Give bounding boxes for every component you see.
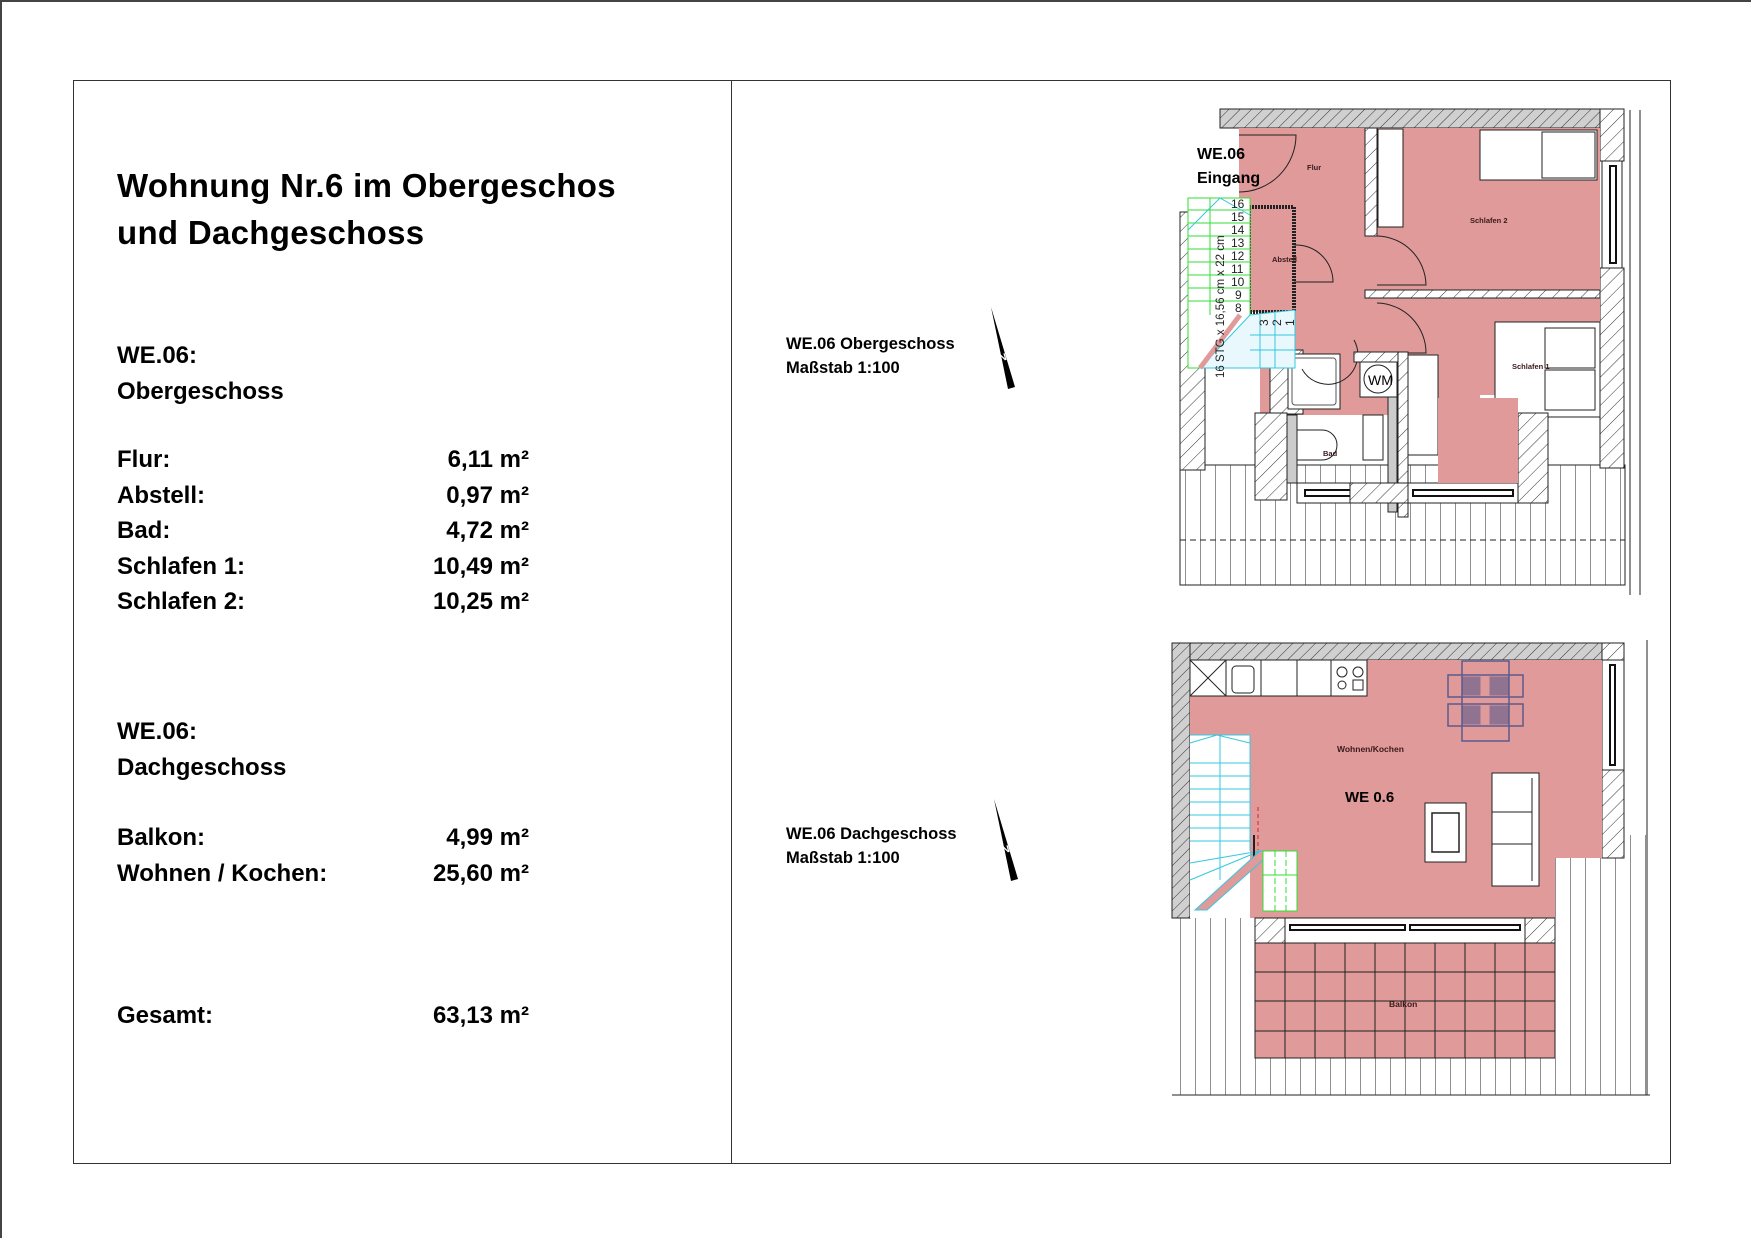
- dg-floor-label: Dachgeschoss: [117, 754, 287, 781]
- area-row-schlafen1: [117, 549, 529, 585]
- room-area: 4,99 m²: [446, 824, 529, 851]
- dg-unit-label: WE.06:: [117, 718, 198, 745]
- area-row-balkon: [117, 820, 529, 856]
- frame-divider: [731, 80, 732, 1164]
- area-row-gesamt: [117, 998, 529, 1034]
- north-label: N: [998, 351, 1008, 365]
- area-row-wohnen-kochen: [117, 856, 529, 892]
- floor-plan-obergeschoss: [1170, 100, 1650, 595]
- room-label-flur: Flur: [1307, 163, 1322, 172]
- room-area: 0,97 m²: [446, 481, 529, 509]
- room-name: Flur:: [117, 446, 171, 473]
- room-label-balkon: Balkon: [1389, 999, 1418, 1009]
- north-arrow-icon: [988, 797, 1028, 882]
- unit-label: WE 0.6: [1345, 789, 1395, 806]
- area-row-bad: [117, 513, 529, 549]
- page-title-line2: und Dachgeschoss: [117, 214, 425, 251]
- page-title-line1: Wohnung Nr.6 im Obergeschos: [117, 167, 616, 204]
- room-label-abstell: Abstell: [1272, 255, 1298, 264]
- og-plan-caption: [786, 332, 955, 380]
- sink-icon: [1232, 666, 1254, 693]
- window-glass: [1610, 166, 1616, 263]
- wall: [1600, 109, 1624, 161]
- og-unit-label: WE.06:: [117, 342, 198, 369]
- stair-step-number: 3: [1257, 319, 1271, 326]
- wall: [1365, 128, 1377, 236]
- total-area-table: [117, 998, 529, 1034]
- room-area: 4,72 m²: [446, 517, 529, 544]
- room-name: Bad:: [117, 517, 171, 544]
- wall: [1172, 643, 1602, 660]
- entrance-label-line2: Eingang: [1197, 170, 1261, 187]
- room-name: Abstell:: [117, 481, 206, 509]
- og-caption-title: WE.06 Obergeschoss: [786, 335, 955, 353]
- stair-step-number: 16: [1231, 197, 1245, 211]
- wall: [1365, 290, 1600, 298]
- stair-step-number: 9: [1235, 288, 1242, 302]
- room-fill: [1190, 660, 1602, 918]
- entrance-label-line1: WE.06: [1197, 146, 1246, 163]
- wall: [1255, 918, 1285, 943]
- kitchen-counter: [1190, 660, 1367, 696]
- stair-step-number: 14: [1231, 223, 1245, 237]
- og-section-heading: [117, 338, 284, 410]
- stair-step-number: 13: [1231, 236, 1245, 250]
- total-name: Gesamt:: [117, 1002, 214, 1029]
- stair-dimension-label: 16 STG x 16,56 cm x 22 cm: [1215, 235, 1227, 378]
- room-label-bad: Bad: [1323, 449, 1338, 458]
- stair-step-number: 8: [1235, 301, 1242, 315]
- room-name: Schlafen 1:: [117, 552, 246, 580]
- room-name: Wohnen / Kochen:: [117, 859, 328, 887]
- room-name: Balkon:: [117, 824, 206, 851]
- room-name: Schlafen 2:: [117, 588, 246, 615]
- dg-section-heading: [117, 714, 286, 786]
- room-label-schlafen2: Schlafen 2: [1470, 216, 1508, 225]
- room-area: 10,25 m²: [432, 588, 529, 615]
- dg-plan-caption: [786, 822, 957, 870]
- wall: [1600, 268, 1624, 468]
- area-row-abstell: [117, 478, 529, 514]
- stair-step-number: 12: [1231, 249, 1245, 263]
- room-area: 25,60 m²: [432, 859, 529, 887]
- wall: [1172, 643, 1190, 918]
- area-row-schlafen2: [117, 584, 529, 620]
- coffee-table: [1425, 803, 1466, 862]
- page-title: [117, 162, 616, 256]
- stair-step-number: 11: [1231, 262, 1244, 276]
- wall: [1518, 413, 1548, 503]
- dg-caption-title: WE.06 Dachgeschoss: [786, 825, 957, 843]
- wall: [1602, 770, 1624, 858]
- dg-caption-scale: Maßstab 1:100: [786, 849, 900, 867]
- north-label: N: [1001, 843, 1011, 857]
- wall: [1525, 918, 1555, 943]
- stair-step-number: 15: [1231, 210, 1245, 224]
- stair-step-number: 2: [1270, 319, 1284, 326]
- area-row-flur: [117, 442, 529, 478]
- stair-step-number: 10: [1231, 275, 1245, 289]
- total-area: 63,13 m²: [432, 1002, 529, 1029]
- og-caption-scale: Maßstab 1:100: [786, 359, 900, 377]
- room-label-wohnen-kochen: Wohnen/Kochen: [1337, 744, 1404, 754]
- wall: [1255, 413, 1287, 500]
- room-area: 10,49 m²: [432, 552, 529, 580]
- dg-area-table: [117, 820, 529, 891]
- og-area-table: [117, 442, 529, 620]
- room-area: 6,11 m²: [447, 446, 529, 473]
- wm-label: WM: [1368, 372, 1393, 388]
- wall: [1354, 352, 1402, 362]
- og-floor-label: Obergeschoss: [117, 378, 284, 405]
- north-arrow-icon: [985, 305, 1025, 390]
- floor-plan-dachgeschoss: [1165, 635, 1655, 1120]
- room-label-schlafen1: Schlafen 1: [1512, 362, 1550, 371]
- wall: [1220, 109, 1600, 128]
- stair-step-number: 1: [1283, 319, 1297, 326]
- cabinet: [1408, 355, 1438, 455]
- wardrobe: [1378, 129, 1403, 227]
